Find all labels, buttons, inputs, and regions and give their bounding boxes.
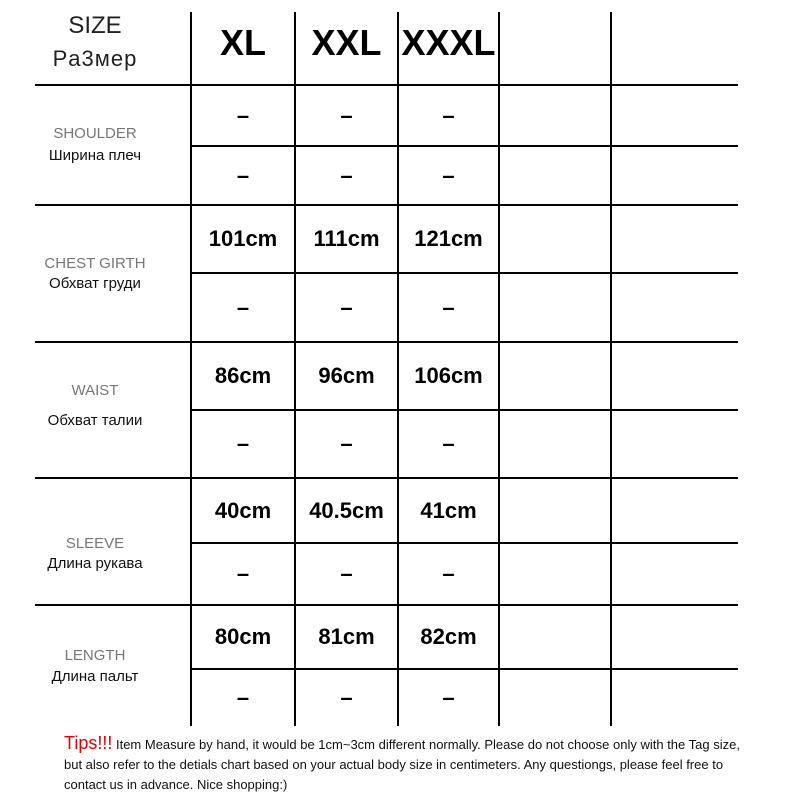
table-cell: – bbox=[340, 431, 353, 456]
table-cell: – bbox=[442, 162, 455, 188]
row-label-ru: Обхват груди bbox=[49, 275, 141, 292]
table-cell: 101cm bbox=[208, 226, 278, 251]
table-cell: – bbox=[442, 294, 455, 320]
table-cell: 40cm bbox=[214, 497, 272, 523]
table-cell: 40.5cm bbox=[309, 497, 384, 523]
size-xxl-header: XXL bbox=[311, 22, 382, 63]
size-heading-en: SIZE bbox=[68, 12, 122, 39]
tips-note bbox=[64, 733, 754, 795]
table-cell: 80cm bbox=[214, 624, 272, 649]
row-label-en: LENGTH bbox=[64, 647, 126, 664]
row-label-ru: Длина рукава bbox=[47, 555, 143, 572]
table-cell: – bbox=[442, 431, 455, 456]
table-cell: – bbox=[236, 102, 250, 128]
table-cell: – bbox=[236, 561, 250, 586]
table-cell: – bbox=[442, 102, 455, 128]
divider bbox=[498, 12, 500, 726]
table-cell: – bbox=[340, 561, 353, 586]
tips-heading: Tips!!! bbox=[64, 733, 113, 753]
row-label-ru: Ширина плеч bbox=[48, 147, 142, 164]
table-cell: – bbox=[236, 294, 250, 320]
row-label-en: CHEST GIRTH bbox=[44, 255, 146, 272]
row-label-en: SHOULDER bbox=[53, 125, 137, 142]
table-cell: 121cm bbox=[414, 226, 483, 251]
table-cell: 106cm bbox=[414, 363, 483, 388]
table-cell: – bbox=[340, 102, 353, 128]
size-heading-ru: Pa3мep bbox=[52, 46, 138, 71]
table-cell: 82cm bbox=[420, 624, 477, 649]
table-cell: – bbox=[340, 294, 353, 320]
table-cell: 86cm bbox=[214, 363, 272, 388]
tips-text: Item Measure by hand, it would be 1cm~3cm different normally. Please do not choose only with the Tag size, but also refer to the detials chart based on your actual body size in centimeters. Any questiongs, please feel free to contact us in advance. Nice shopping:) bbox=[64, 737, 740, 792]
table-cell: – bbox=[236, 685, 250, 710]
table-cell: 111cm bbox=[313, 226, 380, 251]
table-cell: – bbox=[236, 431, 250, 456]
table-cell: – bbox=[442, 561, 455, 586]
row-label-ru: Обхват талии bbox=[47, 412, 143, 429]
table-cell: – bbox=[442, 685, 455, 710]
size-xxxl-header: XXXL bbox=[401, 22, 496, 63]
table-cell: 41cm bbox=[420, 497, 477, 523]
divider bbox=[610, 12, 612, 726]
table-cell: 96cm bbox=[318, 363, 375, 388]
row-label-en: WAIST bbox=[71, 382, 119, 399]
row-label-en: SLEEVE bbox=[65, 535, 125, 552]
size-xl-header: XL bbox=[219, 22, 266, 63]
table-cell: 81cm bbox=[318, 624, 375, 649]
table-cell: – bbox=[340, 685, 353, 710]
table-cell: – bbox=[340, 162, 353, 188]
row-label-ru: Длина пальт bbox=[51, 668, 139, 685]
table-cell: – bbox=[236, 162, 250, 188]
